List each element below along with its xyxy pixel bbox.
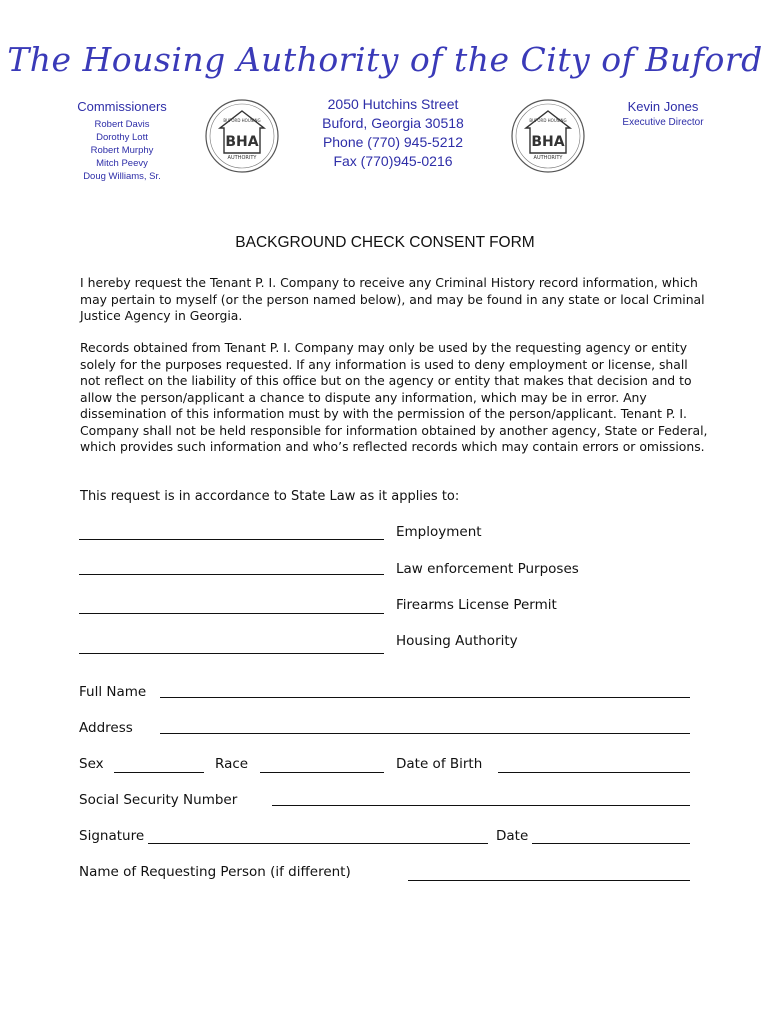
state-law-paragraph: This request is in accordance to State Law as it applies to: bbox=[80, 489, 460, 504]
employment-checkline[interactable] bbox=[79, 539, 384, 540]
requesting-person-label: Name of Requesting Person (if different) bbox=[79, 864, 351, 880]
sex-label: Sex bbox=[79, 756, 104, 772]
signature-field[interactable] bbox=[148, 843, 488, 844]
seal-top-text: BUFORD HOUSING bbox=[223, 118, 261, 123]
consent-paragraph: I hereby request the Tenant P. I. Company to receive any Criminal History record information, which may pertain to myself (or the person named below), and may be found in any state or local Criminal Justice Agency in Georgia. bbox=[80, 275, 705, 323]
race-field[interactable] bbox=[260, 772, 384, 773]
commissioner-name: Robert Davis bbox=[94, 119, 150, 130]
address-field[interactable] bbox=[160, 733, 690, 734]
phone-number: Phone (770) 945-5212 bbox=[322, 134, 464, 150]
commissioner-name: Robert Murphy bbox=[90, 145, 154, 156]
purpose-employment: Employment bbox=[396, 524, 482, 540]
dob-field[interactable] bbox=[498, 772, 690, 773]
requesting-person-field[interactable] bbox=[408, 880, 690, 881]
ssn-field[interactable] bbox=[272, 805, 690, 806]
letterhead-title: The Housing Authority of the City of Buford bbox=[7, 40, 763, 79]
commissioner-name: Dorothy Lott bbox=[96, 132, 148, 143]
purpose-law-enforcement: Law enforcement Purposes bbox=[396, 561, 579, 577]
date-field[interactable] bbox=[532, 843, 690, 844]
seal-monogram: BHA bbox=[531, 134, 565, 150]
seal-bottom-text: AUTHORITY bbox=[533, 155, 563, 161]
date-label: Date bbox=[496, 828, 529, 844]
dob-label: Date of Birth bbox=[396, 756, 483, 772]
firearms-checkline[interactable] bbox=[79, 613, 384, 614]
commissioners-title: Commissioners bbox=[77, 99, 167, 114]
commissioner-name: Mitch Peevy bbox=[96, 158, 148, 169]
address-label: Address bbox=[79, 720, 133, 736]
records-paragraph: Records obtained from Tenant P. I. Company may only be used by the requesting agency or entity solely for the purposes requested. If any information is used to deny employment or license, shall not reflect on the liability of this office but on the agency or entity that makes that decision and to allow the person/applicant a chance to dispute any information, which may be in error. Any dissemination of this information must by with the permission of the person/applicant. Tenant P. I. Company shall not be held responsible for information obtained by another agency, State or Federal, which provides such information and who’s reflected records which may contain errors or omissions. bbox=[80, 340, 708, 454]
seal-top-text: BUFORD HOUSING bbox=[529, 118, 567, 123]
bha-seal-logo bbox=[510, 98, 586, 174]
commissioner-name: Doug Williams, Sr. bbox=[83, 171, 161, 182]
purpose-firearms: Firearms License Permit bbox=[396, 597, 557, 613]
seal-monogram: BHA bbox=[225, 134, 259, 150]
bha-seal-logo bbox=[204, 98, 280, 174]
director-title: Executive Director bbox=[622, 117, 704, 128]
seal-bottom-text: AUTHORITY bbox=[227, 155, 257, 161]
address-block bbox=[288, 95, 498, 171]
fax-number: Fax (770)945-0216 bbox=[333, 153, 453, 169]
city-state-zip: Buford, Georgia 30518 bbox=[322, 115, 464, 131]
law-enforcement-checkline[interactable] bbox=[79, 574, 384, 575]
director-name: Kevin Jones bbox=[627, 99, 699, 114]
full-name-label: Full Name bbox=[79, 684, 147, 700]
form-title: BACKGROUND CHECK CONSENT FORM bbox=[235, 234, 535, 251]
full-name-field[interactable] bbox=[160, 697, 690, 698]
sex-field[interactable] bbox=[114, 772, 204, 773]
ssn-label: Social Security Number bbox=[79, 792, 238, 808]
race-label: Race bbox=[215, 756, 249, 772]
commissioners-list bbox=[60, 118, 184, 183]
housing-authority-checkline[interactable] bbox=[79, 653, 384, 654]
purpose-housing-authority: Housing Authority bbox=[396, 633, 518, 649]
signature-label: Signature bbox=[79, 828, 145, 844]
street-address: 2050 Hutchins Street bbox=[327, 96, 459, 112]
